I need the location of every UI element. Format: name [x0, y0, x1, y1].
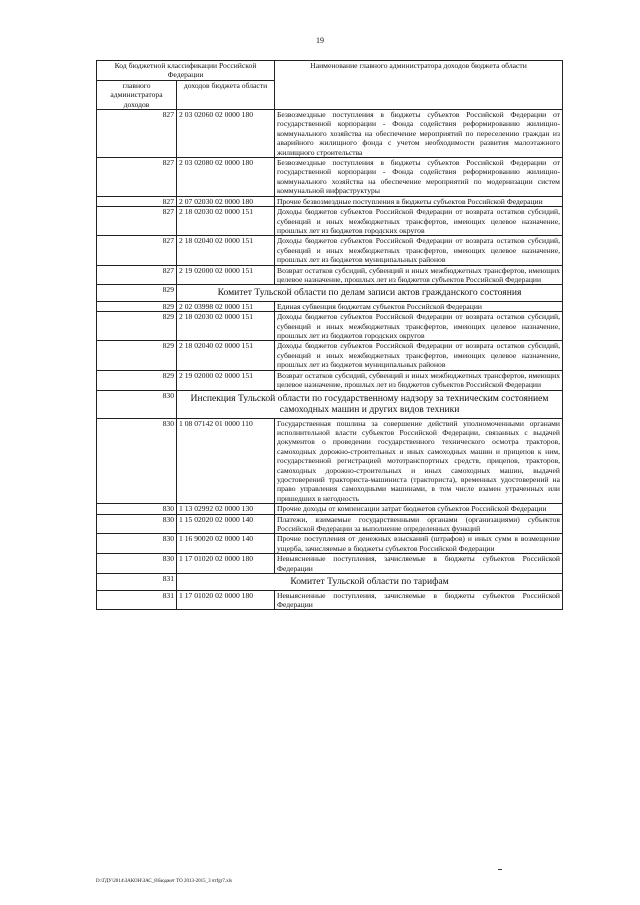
- income-code-cell: 2 02 03998 02 0000 151: [177, 301, 275, 311]
- income-name-cell: Доходы бюджетов субъектов Российской Федерации от возврата остатков субсидий, субвенций и иных межбюджетных трансфертов, имеющих целевое назначение, прошлых лет из бюджетов городских округов: [275, 312, 563, 341]
- admin-code-cell: 829: [97, 341, 177, 370]
- admin-code-cell: 830: [97, 390, 177, 418]
- table-row: [97, 534, 563, 554]
- table-row: [97, 236, 563, 265]
- income-name-cell: Единая субвенция бюджетам субъектов Российской Федерации: [275, 301, 563, 311]
- header-kbk: Код бюджетной классификации Российской Федерации: [97, 61, 275, 81]
- income-code-cell: 1 13 02992 02 0000 130: [177, 504, 275, 514]
- income-code-cell: 2 07 02030 02 0000 180: [177, 196, 275, 206]
- organization-row: [97, 574, 563, 591]
- table-body: [97, 110, 563, 610]
- income-name-cell: Невыясненные поступления, зачисляемые в бюджеты субъектов Российской Федерации: [275, 590, 563, 610]
- organization-row: [97, 390, 563, 418]
- income-name-cell: Государственная пошлина за совершение действий уполномоченными органами исполнительной власти субъектов Российской Федерации, связанных с выдачей документов о проведении государственного технического осмотра тракторов, самоходных дорожно-строительных и иных самоходных машин и прицепов к ним, государственной регистрацией мототранспортных средств, прицепов, тракторов, самоходных дорожно-строительных и иных самоходных машин, выдачей удостоверений тракториста-машиниста (тракториста), временных удостоверений на право управления самоходными машинами, в том числе взамен утраченных или пришедших в негодность: [275, 418, 563, 504]
- income-name-cell: Прочие безвозмездные поступления в бюджеты субъектов Российской Федерации: [275, 196, 563, 206]
- admin-code-cell: 827: [97, 196, 177, 206]
- table-row: [97, 514, 563, 534]
- income-name-cell: Прочие поступления от денежных взысканий (штрафов) и иных сумм в возмещение ущерба, зачисляемые в бюджеты субъектов Российской Федерации: [275, 534, 563, 554]
- header-admin-main: главного администратора доходов: [97, 80, 177, 109]
- admin-code-cell: 827: [97, 110, 177, 158]
- income-code-cell: 2 18 02030 02 0000 151: [177, 207, 275, 236]
- income-code-cell: 2 18 02030 02 0000 151: [177, 312, 275, 341]
- income-code-cell: 2 18 02040 02 0000 151: [177, 236, 275, 265]
- admin-code-cell: 831: [97, 590, 177, 610]
- table-row: [97, 158, 563, 197]
- admin-code-cell: 827: [97, 265, 177, 285]
- footer-file-path: D:\ГДУ\2014\ЗАКОН\ЗАС_8\Бюджет ТО 2013-2015_3 чтfgr7.xls: [96, 879, 232, 884]
- income-code-cell: 1 16 90020 02 0000 140: [177, 534, 275, 554]
- table-row: [97, 418, 563, 504]
- admin-code-cell: 827: [97, 236, 177, 265]
- admin-code-cell: 829: [97, 312, 177, 341]
- income-name-cell: Доходы бюджетов субъектов Российской Федерации от возврата остатков субсидий, субвенций и иных межбюджетных трансфертов, имеющих целевое назначение, прошлых лет из бюджетов муниципальных районов: [275, 236, 563, 265]
- income-code-cell: 1 15 02020 02 0000 140: [177, 514, 275, 534]
- admin-code-cell: 830: [97, 418, 177, 504]
- table-row: [97, 312, 563, 341]
- header-name: Наименование главного администратора доходов бюджета области: [275, 61, 563, 110]
- income-code-cell: 2 19 02000 02 0000 151: [177, 370, 275, 390]
- admin-code-cell: 830: [97, 514, 177, 534]
- admin-code-cell: 831: [97, 574, 177, 591]
- admin-code-cell: 827: [97, 158, 177, 197]
- table-row: [97, 370, 563, 390]
- header-row-top: [97, 61, 563, 81]
- admin-code-cell: 827: [97, 207, 177, 236]
- income-code-cell: 2 18 02040 02 0000 151: [177, 341, 275, 370]
- income-name-cell: Прочие доходы от компенсации затрат бюджетов субъектов Российской Федерации: [275, 504, 563, 514]
- income-code-cell: 1 08 07142 01 0000 110: [177, 418, 275, 504]
- organization-title: Инспекция Тульской области по государственному надзору за техническим состоянием самоходных машин и других видов техники: [177, 390, 563, 418]
- table-row: [97, 341, 563, 370]
- income-name-cell: Невыясненные поступления, зачисляемые в бюджеты субъектов Российской Федерации: [275, 554, 563, 574]
- table-row: [97, 110, 563, 158]
- organization-title: Комитет Тульской области по тарифам: [177, 574, 563, 591]
- table-row: [97, 554, 563, 574]
- organization-title: Комитет Тульской области по делам записи актов гражданского состояния: [177, 285, 563, 302]
- admin-code-cell: 829: [97, 285, 177, 302]
- income-name-cell: Платежи, взимаемые государственными органами (организациями) субъектов Российской Федерации за выполнение определенных функций: [275, 514, 563, 534]
- admin-code-cell: 829: [97, 370, 177, 390]
- admin-code-cell: 830: [97, 534, 177, 554]
- income-name-cell: Доходы бюджетов субъектов Российской Федерации от возврата остатков субсидий, субвенций и иных межбюджетных трансфертов, имеющих целевое назначение, прошлых лет из бюджетов муниципальных районов: [275, 341, 563, 370]
- income-name-cell: Возврат остатков субсидий, субвенций и иных межбюджетных трансфертов, имеющих целевое назначение, прошлых лет из бюджетов субъектов Российской Федерации: [275, 370, 563, 390]
- footer-mark: [498, 869, 502, 870]
- admin-code-cell: 830: [97, 504, 177, 514]
- income-code-cell: 2 03 02080 02 0000 180: [177, 158, 275, 197]
- admin-code-cell: 830: [97, 554, 177, 574]
- income-code-cell: 2 03 02060 02 0000 180: [177, 110, 275, 158]
- table-row: [97, 504, 563, 514]
- income-name-cell: Доходы бюджетов субъектов Российской Федерации от возврата остатков субсидий, субвенций и иных межбюджетных трансфертов, имеющих целевое назначение, прошлых лет из бюджетов городских округов: [275, 207, 563, 236]
- table-row: [97, 265, 563, 285]
- organization-row: [97, 285, 563, 302]
- income-code-cell: 2 19 02000 02 0000 151: [177, 265, 275, 285]
- income-name-cell: Безвозмездные поступления в бюджеты субъектов Российской Федерации от государственной корпорации - Фонда содействия реформированию жилищно-коммунального хозяйства на обеспечение мероприятий по модернизации систем коммунальной инфраструктуры: [275, 158, 563, 197]
- income-code-cell: 1 17 01020 02 0000 180: [177, 590, 275, 610]
- page-number: 19: [316, 36, 324, 45]
- header-income: доходов бюджета области: [177, 80, 275, 109]
- budget-classification-table: [96, 60, 563, 610]
- income-name-cell: Возврат остатков субсидий, субвенций и иных межбюджетных трансфертов, имеющих целевое назначение, прошлых лет из бюджетов субъектов Российской Федерации: [275, 265, 563, 285]
- admin-code-cell: 829: [97, 301, 177, 311]
- table-row: [97, 196, 563, 206]
- income-code-cell: 1 17 01020 02 0000 180: [177, 554, 275, 574]
- table-row: [97, 301, 563, 311]
- table-row: [97, 207, 563, 236]
- income-name-cell: Безвозмездные поступления в бюджеты субъектов Российской Федерации от государственной корпорации - Фонда содействия реформированию жилищно-коммунального хозяйства на обеспечение мероприятий по переселению граждан из аварийного жилищного фонда с учетом необходимости развития малоэтажного жилищного строительства: [275, 110, 563, 158]
- table-row: [97, 590, 563, 610]
